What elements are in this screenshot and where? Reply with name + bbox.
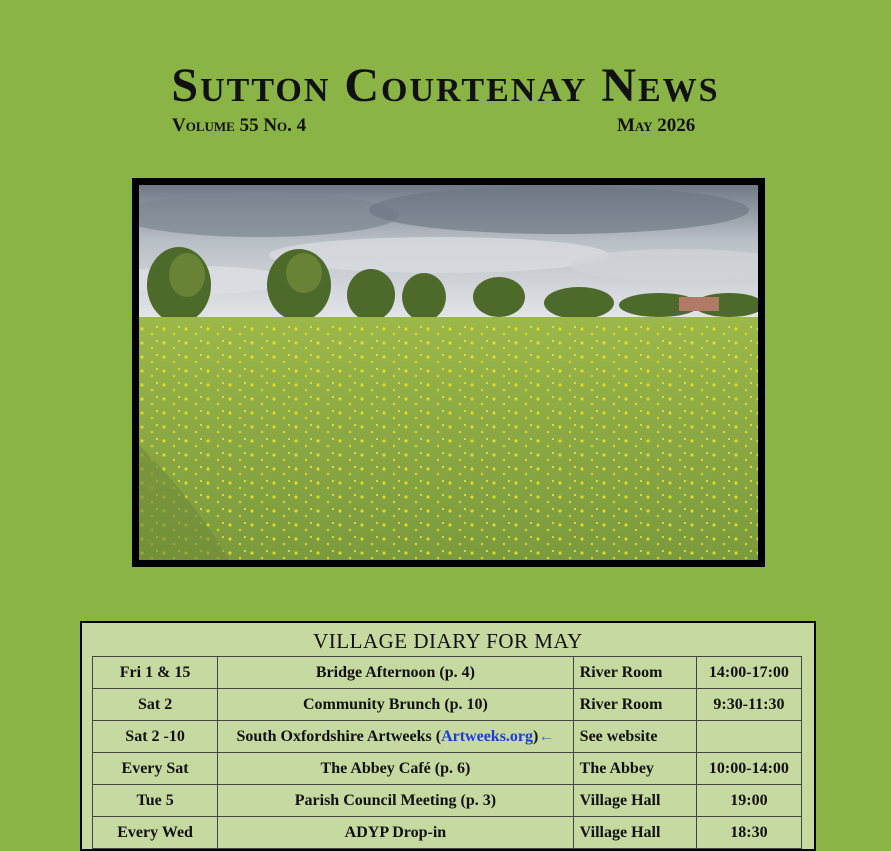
diary-event: Bridge Afternoon (p. 4): [218, 657, 574, 689]
diary-time: 10:00-14:00: [696, 753, 801, 785]
diary-time: 18:30: [696, 817, 801, 849]
diary-when: Sat 2: [93, 689, 218, 721]
issue-date: May 2026: [617, 115, 696, 136]
table-row: [93, 689, 802, 721]
diary-where: Village Hall: [573, 785, 696, 817]
cover-photo: [132, 178, 765, 567]
diary-where: The Abbey: [573, 753, 696, 785]
village-diary: [80, 621, 816, 851]
volume-number: Volume 55 No. 4: [172, 115, 307, 136]
newsletter-title: Sutton Courtenay News: [171, 59, 720, 112]
diary-time: 14:00-17:00: [696, 657, 801, 689]
meadow-image: [139, 185, 758, 560]
diary-time: [696, 721, 801, 753]
diary-time: 9:30-11:30: [696, 689, 801, 721]
table-row: [93, 721, 802, 753]
diary-when: Tue 5: [93, 785, 218, 817]
diary-event: ADYP Drop-in: [218, 817, 574, 849]
event-text: South Oxfordshire Artweeks (: [236, 727, 442, 745]
artweeks-link[interactable]: Artweeks.org: [441, 727, 534, 745]
diary-event: Parish Council Meeting (p. 3): [218, 785, 574, 817]
diary-time: 19:00: [696, 785, 801, 817]
table-row: [93, 753, 802, 785]
diary-event: Community Brunch (p. 10): [218, 689, 574, 721]
diary-when: Every Sat: [93, 753, 218, 785]
table-row: [93, 657, 802, 689]
diary-title: VILLAGE DIARY FOR MAY: [313, 629, 583, 653]
diary-table: [92, 656, 802, 849]
diary-where: River Room: [573, 689, 696, 721]
table-row: [93, 785, 802, 817]
diary-when: Every Wed: [93, 817, 218, 849]
table-row: [93, 817, 802, 849]
diary-when: Fri 1 & 15: [93, 657, 218, 689]
diary-where: See website: [573, 721, 696, 753]
diary-event: The Abbey Café (p. 6): [218, 753, 574, 785]
diary-where: Village Hall: [573, 817, 696, 849]
diary-when: Sat 2 -10: [93, 721, 218, 753]
diary-where: River Room: [573, 657, 696, 689]
event-text-end: ): [533, 727, 539, 745]
arrow-left-icon: ←: [538, 727, 555, 745]
diary-event: [218, 721, 574, 753]
